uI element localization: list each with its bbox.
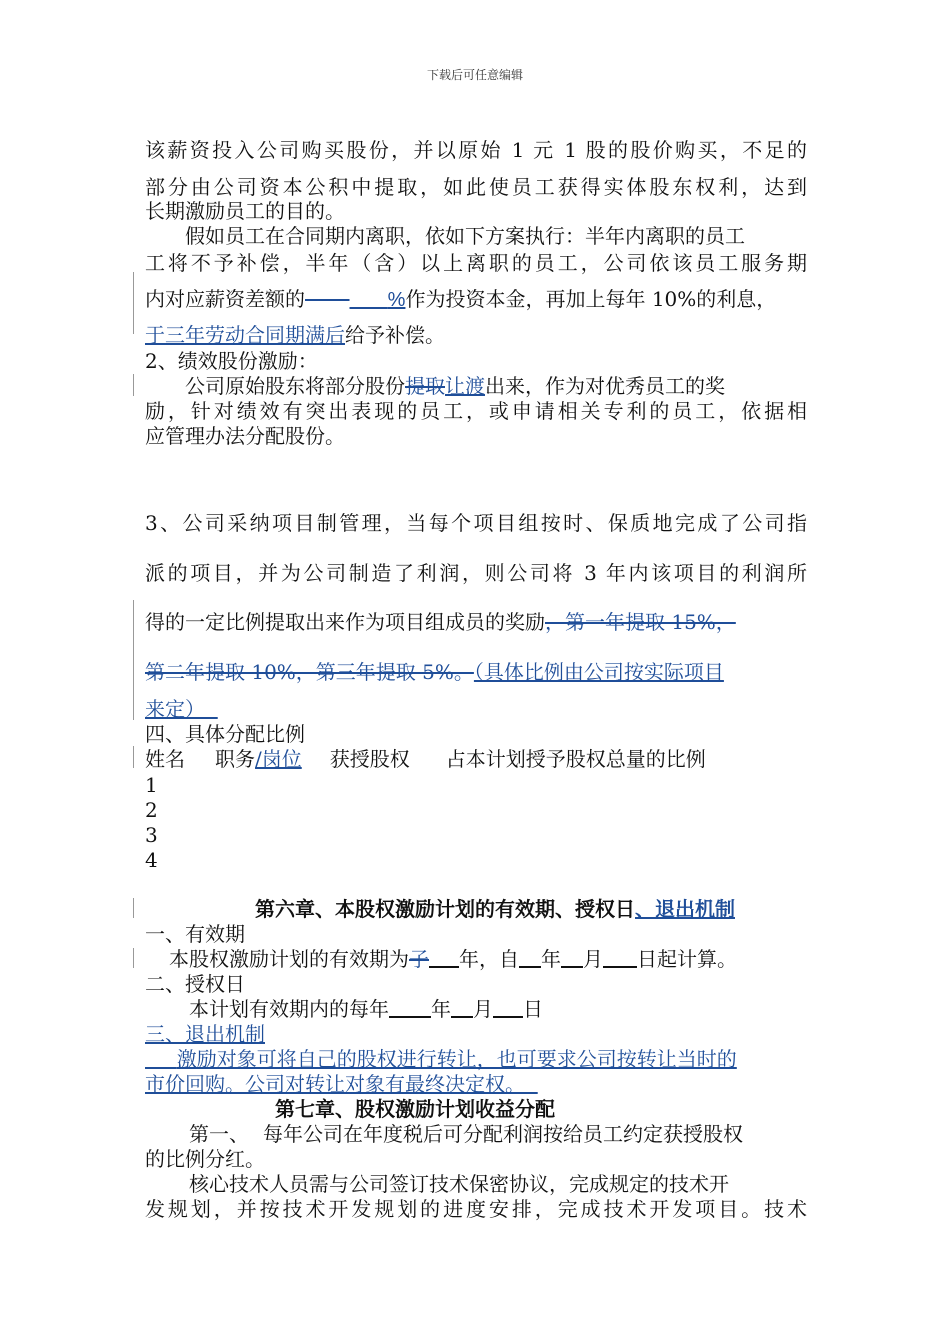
inserted-text: 来定） [145,697,205,721]
paragraph-line [145,660,724,684]
paragraph-line: 发规划，并按技术开发规划的进度安排，完成技术开发项目。技术 [145,1197,807,1221]
inserted-space [205,697,218,721]
paragraph-line: 该薪资投入公司购买股份，并以原始 1 元 1 股的股价购买，不足的 [145,138,807,162]
text-run: 日起计算。 [637,947,737,971]
inserted-text: （具体比例由公司按实际项目 [473,660,724,684]
inserted-space [525,1072,538,1096]
chapter-title: 第七章、股权激励计划收益分配 [275,1097,555,1121]
blank-field [451,998,473,1018]
page-header: 下载后可任意编辑 [426,68,523,82]
inserted-text: 三、退出机制 [145,1022,265,1046]
inserted-text: 让渡 [445,374,485,398]
deleted-blank [305,287,350,311]
change-bar [133,898,134,918]
paragraph-line: 励，针对绩效有突出表现的员工，或申请相关专利的员工，依据相 [145,399,807,423]
column-header-ratio: 占本计划授予股权总量的比例 [445,747,706,771]
inserted-text: 市价回购。公司对转让对象有最终决定权。 [145,1072,525,1096]
text-run: 作为投资本金，再加上每年 10%的利息， [405,287,777,311]
section-heading [145,1022,265,1046]
inserted-text: 、退出机制 [635,897,735,921]
paragraph-line [145,1047,737,1071]
column-header-shares: 获授股权 [329,747,410,771]
inserted-text: 于三年劳动合同期满后 [145,323,345,347]
table-row: 1 [145,773,158,797]
paragraph-line [169,947,737,971]
change-bar [133,948,134,968]
text-run: 本计划有效期内的每年 [189,997,389,1021]
text-run: 年 [431,997,451,1021]
paragraph-line [145,1072,538,1096]
paragraph-line [145,610,736,634]
paragraph-line [189,1122,743,1146]
column-header-name: 姓名 [145,747,185,771]
paragraph-line: 3、公司采纳项目制管理，当每个项目组按时、保质地完成了公司指 [145,511,807,535]
paragraph-line: 应管理办法分配股份。 [145,424,345,448]
blank-field [493,998,523,1018]
paragraph-line: 的比例分红。 [145,1147,265,1171]
text-run: 出来，作为对优秀员工的奖 [485,374,725,398]
inserted-blank [350,287,388,311]
deleted-text: 第二年提取 10%，第三年提取 5%。 [145,660,474,684]
text-run: 日 [523,997,543,1021]
change-bar [133,600,134,720]
text-run: 年 [541,947,561,971]
change-bar [133,374,134,396]
change-bar [133,272,134,334]
paragraph-line: 核心技术人员需与公司签订技术保密协议，完成规定的技术开 [189,1172,729,1196]
deleted-text: ，第一年提取 15%， [545,610,736,634]
inserted-text-run: 激励对象可将自己的股权进行转让，也可要求公司按转让当时的 [176,1047,737,1071]
text-run: 得的一定比例提取出来作为项目组成员的奖励 [145,610,545,634]
blank-field [561,948,583,968]
paragraph-line: 工将不予补偿，半年（含）以上离职的员工，公司依该员工服务期 [145,251,807,275]
paragraph-line [145,697,218,721]
table-row: 4 [145,848,158,872]
blank-field [429,948,459,968]
paragraph-line [185,374,725,398]
paragraph-line: 派的项目，并为公司制造了利润，则公司将 3 年内该项目的利润所 [145,561,807,585]
table-row: 3 [145,823,158,847]
paragraph-line [145,287,776,312]
chapter-title-text: 第六章、本股权激励计划的有效期、授权日 [255,897,635,921]
text-run: 第一、 [189,1122,249,1146]
paragraph-line: 长期激励员工的目的。 [145,199,345,223]
text-run: 给予补偿。 [345,323,445,347]
text-run: 年，自 [459,947,519,971]
table-header-row [145,747,706,771]
text-run: 月 [473,997,493,1021]
text-run: 月 [583,947,603,971]
text-run: 内对应薪资差额的 [145,287,305,311]
table-row: 2 [145,798,158,822]
paragraph-line: 假如员工在合同期内离职，依如下方案执行：半年内离职的员工 [185,224,745,248]
blank-field [519,948,541,968]
deleted-text: 提取 [405,374,445,398]
change-bar [133,746,134,768]
paragraph-line [189,997,543,1021]
section-heading: 四、具体分配比例 [145,722,305,746]
text-run: 每年公司在年度税后可分配利润按给员工约定获授股权 [263,1122,743,1146]
inserted-text: /岗位 [255,747,302,771]
inserted-text [145,1047,737,1071]
deleted-text: 子 [409,947,429,971]
paragraph-line [145,323,445,347]
inserted-percent: % [387,289,406,311]
blank-field [389,998,431,1018]
section-heading: 2、绩效股份激励： [145,349,318,373]
text-run: 本股权激励计划的有效期为 [169,947,409,971]
blank-field [603,948,637,968]
paragraph-line: 部分由公司资本公积中提取，如此使员工获得实体股东权利，达到 [145,175,807,199]
column-header-position: 职务 [215,747,255,771]
chapter-title [255,897,735,921]
section-heading: 二、授权日 [145,972,245,996]
section-heading: 一、有效期 [145,922,245,946]
text-run: 公司原始股东将部分股份 [185,374,405,398]
